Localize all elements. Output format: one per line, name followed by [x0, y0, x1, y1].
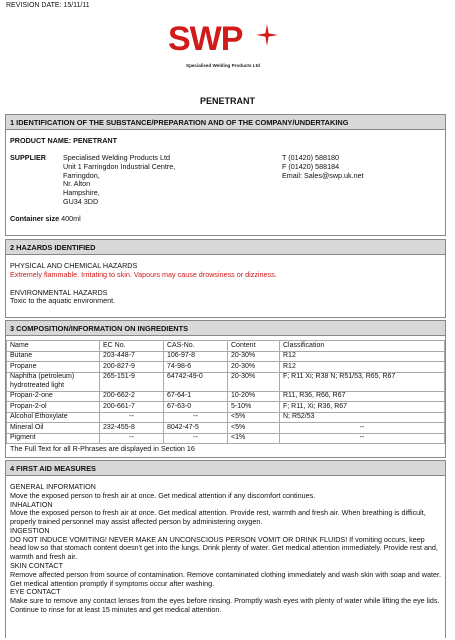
table-row — [7, 433, 445, 444]
column-header: Classification — [280, 341, 445, 352]
table-cell: Mineral Oil — [7, 423, 100, 434]
table-cell: F; R11, Xi; R36, R67 — [280, 402, 445, 413]
table-row — [7, 412, 445, 423]
table-cell: R12 — [280, 362, 445, 373]
first-aid-label: INGESTION — [10, 525, 50, 535]
table-cell: 20-30% — [228, 372, 280, 391]
document-title: PENETRANT — [199, 96, 255, 106]
table-cell: 5-10% — [228, 402, 280, 413]
section-heading: 3 COMPOSITION/INFORMATION ON INGREDIENTS — [6, 321, 445, 336]
physical-hazards-label: PHYSICAL AND CHEMICAL HAZARDS — [10, 261, 138, 270]
column-header: Name — [7, 341, 100, 352]
table-cell: 67-63-0 — [164, 402, 228, 413]
column-header: Content — [228, 341, 280, 352]
first-aid-label: INHALATION — [10, 499, 53, 509]
table-row — [7, 351, 445, 362]
logo-subtitle: Specialised Welding Products Ltd — [186, 63, 260, 68]
supplier-address — [63, 154, 175, 207]
table-cell: 232-455-8 — [100, 423, 164, 434]
address-line: Farringdon, — [63, 170, 100, 180]
table-row — [7, 372, 445, 391]
container-size-value: 400ml — [61, 214, 81, 223]
section-first-aid — [5, 460, 446, 638]
column-header: CAS-No. — [164, 341, 228, 352]
section-heading: 2 HAZARDS IDENTIFIED — [6, 240, 445, 255]
table-row — [7, 391, 445, 402]
table-cell: F; R11 Xi; R38 N; R51/53, R65, R67 — [280, 372, 445, 391]
table-cell: -- — [164, 433, 228, 444]
contact-line: T (01420) 588180 — [282, 153, 340, 162]
address-line: Specialised Welding Products Ltd — [63, 153, 170, 162]
first-aid-text: Make sure to remove any contact lenses from the eyes before rinsing. Promptly wash eyes with plenty of water while lifting the eye lids. Continue to rinse for at least 15 minutes and get medical attention. — [10, 596, 440, 614]
table-cell: Propan-2-one — [7, 391, 100, 402]
first-aid-text: Remove affected person from source of contamination. Remove contaminated clothing immediately and wash skin with soap and water. Get medical attention promptly if symptoms occur after washing. — [10, 569, 441, 588]
table-cell: 20-30% — [228, 351, 280, 362]
table-cell: Pigment — [7, 433, 100, 444]
contact-line: F (01420) 588184 — [282, 161, 340, 171]
table-cell: 200-661-7 — [100, 402, 164, 413]
table-row — [7, 423, 445, 434]
address-line: Nr. Alton — [63, 179, 91, 189]
first-aid-text: Move the exposed person to fresh air at once. Get medical attention if any discomfort continues. — [10, 490, 316, 500]
first-aid-label: SKIN CONTACT — [10, 561, 63, 571]
table-cell: 74-98-6 — [164, 362, 228, 373]
column-header: EC No. — [100, 341, 164, 352]
supplier-contact — [282, 154, 364, 180]
table-row — [7, 402, 445, 413]
table-cell: Butane — [7, 351, 100, 362]
table-cell: -- — [100, 412, 164, 423]
table-cell: 10-20% — [228, 391, 280, 402]
table-cell: <5% — [228, 412, 280, 423]
container-size-label: Container size — [10, 214, 60, 223]
product-name: PRODUCT NAME: PENETRANT — [10, 136, 118, 145]
environmental-hazards-text: Toxic to the aquatic environment. — [10, 296, 116, 306]
table-cell: 265-151-9 — [100, 372, 164, 391]
table-cell: <5% — [228, 423, 280, 434]
table-cell: 8042-47-5 — [164, 423, 228, 434]
table-cell: Naphtha (petroleum) hydrotreated light — [7, 372, 100, 391]
company-logo — [168, 22, 288, 78]
section-hazards — [5, 239, 446, 318]
container-size — [10, 215, 81, 224]
table-cell: 67-64-1 — [164, 391, 228, 402]
table-cell: Propane — [7, 362, 100, 373]
table-cell: 20-30% — [228, 362, 280, 373]
table-row — [7, 362, 445, 373]
table-cell: Alcohol Ethoxylate — [7, 412, 100, 423]
table-cell: -- — [100, 433, 164, 444]
address-line: Unit 1 Farringdon Industrial Centre, — [63, 161, 176, 171]
table-cell: -- — [280, 423, 445, 434]
table-cell: N; R52/53 — [280, 412, 445, 423]
table-header-row — [7, 341, 445, 352]
table-cell: 200-662-2 — [100, 391, 164, 402]
section-heading: 4 FIRST AID MEASURES — [6, 461, 445, 476]
supplier-label: SUPPLIER — [10, 153, 46, 162]
environmental-hazards-label: ENVIRONMENTAL HAZARDS — [10, 287, 108, 297]
table-cell: 106-97-8 — [164, 351, 228, 362]
sparkle-icon — [256, 24, 278, 46]
physical-hazards-text: Extremely flammable. Irritating to skin. Vapours may cause drowsiness or dizziness. — [10, 269, 277, 279]
table-cell: R11, R36, R66, R67 — [280, 391, 445, 402]
section-composition — [5, 320, 446, 458]
table-cell: Propan-2-ol — [7, 402, 100, 413]
table-cell: 200-827-9 — [100, 362, 164, 373]
section-heading: 1 IDENTIFICATION OF THE SUBSTANCE/PREPARATION AND OF THE COMPANY/UNDERTAKING — [6, 115, 445, 130]
first-aid-label: GENERAL INFORMATION — [10, 482, 96, 491]
r-phrase-footnote: The Full Text for all R-Phrases are displayed in Section 16 — [10, 444, 195, 454]
table-cell: <1% — [228, 433, 280, 444]
first-aid-label: EYE CONTACT — [10, 587, 61, 597]
table-cell: 203-448-7 — [100, 351, 164, 362]
revision-date: REVISION DATE: 15/11/11 — [6, 2, 90, 9]
address-line: GU34 3DD — [63, 196, 99, 206]
table-cell: R12 — [280, 351, 445, 362]
address-line: Hampshire, — [63, 188, 100, 198]
first-aid-text: Move the exposed person to fresh air at once. Get medical attention. Provide rest, warmth and fresh air. When breathing is difficult, properly trained personnel may assist affected person by administering oxygen. — [10, 508, 426, 527]
contact-line: Email: Sales@swp.uk.net — [282, 170, 364, 180]
ingredients-table — [6, 340, 445, 444]
logo-wordmark: SWP — [168, 20, 243, 58]
section-identification — [5, 114, 446, 236]
table-cell: 64742-49-0 — [164, 372, 228, 391]
first-aid-text: DO NOT INDUCE VOMITING! NEVER MAKE AN UNCONSCIOUS PERSON VOMIT OR DRINK FLUIDS! If vomiting occurs, keep head low so that stomach content doesn't get into the lungs. Drink plenty of water. Get medical attention immediately. Provide rest and, warmth and fresh air. — [10, 534, 438, 562]
table-cell: -- — [280, 433, 445, 444]
table-cell: -- — [164, 412, 228, 423]
